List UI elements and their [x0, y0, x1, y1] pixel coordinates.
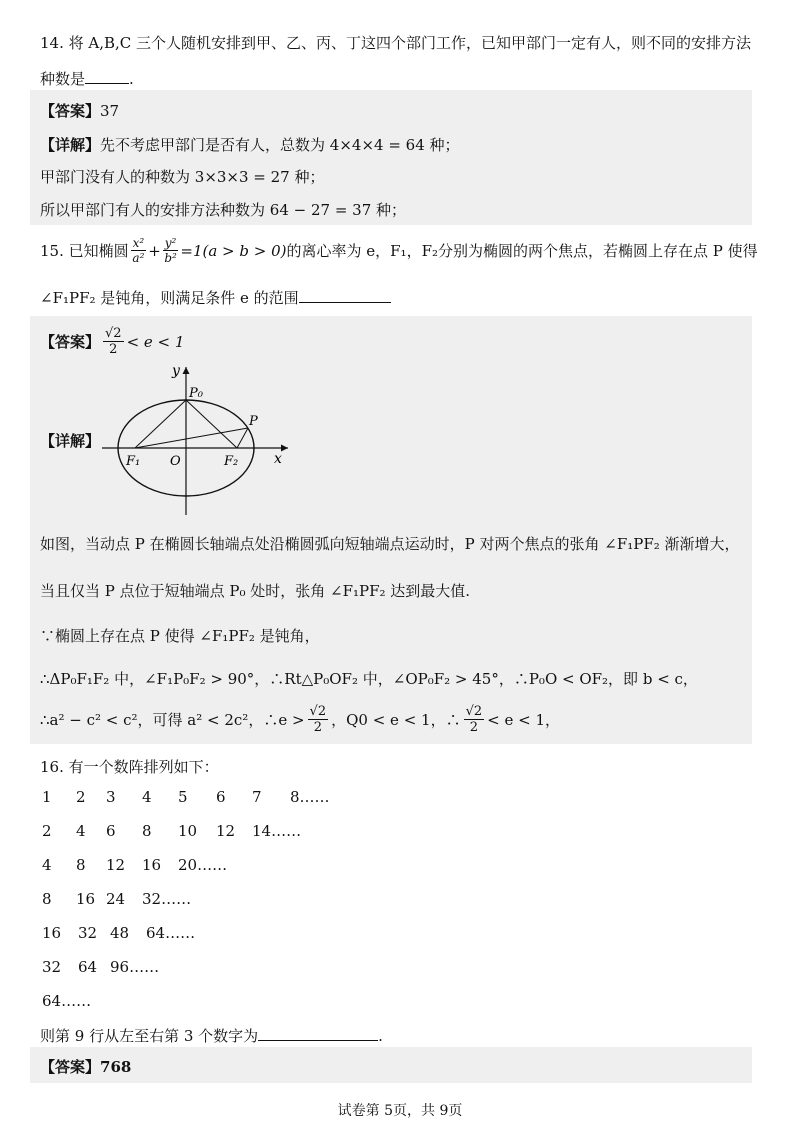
q15-text-1: 如图，当动点 P 在椭圆长轴端点处沿椭圆弧向短轴端点运动时，P 对两个焦点的张角 ∠F₁PF₂ 渐渐增大， — [40, 535, 740, 553]
q14-detail-1 — [40, 134, 460, 155]
array-cell: 4 — [142, 788, 152, 806]
q14-line-2-prefix: 种数是 — [40, 70, 86, 88]
q15-answer-label: 【答案】 — [40, 333, 101, 351]
q14-answer-blank — [85, 69, 129, 84]
array-cell: 96…… — [110, 958, 160, 976]
ellipse-diagram — [100, 355, 300, 525]
q15-fraction-2 — [163, 236, 179, 265]
array-cell: 16 — [42, 924, 62, 942]
q15-equation-rest: =1(a > b > 0) — [180, 241, 287, 260]
array-cell: 8 — [42, 890, 52, 908]
q15-answer-blank — [299, 288, 391, 303]
array-cell: 5 — [178, 788, 188, 806]
array-row-5 — [42, 924, 195, 942]
q15-line-2 — [40, 287, 391, 308]
array-cell: 14…… — [252, 822, 302, 840]
q15-line-1-suffix: 的离心率为 e，F₁，F₂分别为椭圆的两个焦点，若椭圆上存在点 P 使得 — [286, 242, 758, 260]
q15-fraction-2-num: y² — [164, 236, 177, 250]
q15-answer — [40, 326, 184, 357]
q16-question — [40, 1025, 383, 1046]
q15-detail-label: 【详解】 — [40, 432, 101, 450]
array-cell: 1 — [42, 788, 52, 806]
q15-fraction-2-den: b² — [164, 251, 177, 265]
q15-text-5-num-1: √2 — [309, 704, 327, 719]
label-p: P — [249, 414, 258, 429]
q15-answer-num: √2 — [105, 326, 122, 341]
q15-text-2: 当且仅当 P 点位于短轴端点 P₀ 处时，张角 ∠F₁PF₂ 达到最大值. — [40, 582, 471, 600]
q16-question-prefix: 则第 9 行从左至右第 3 个数字为 — [40, 1027, 259, 1045]
array-cell: 2 — [42, 822, 52, 840]
q14-detail-text-1: 先不考虑甲部门是否有人，总数为 4×4×4 = 64 种； — [100, 136, 460, 154]
q15-text-5-den-1: 2 — [313, 720, 322, 735]
array-cell: 64…… — [146, 924, 196, 942]
q15-line-2-text: ∠F₁PF₂ 是钝角，则满足条件 e 的范围 — [40, 289, 299, 307]
array-cell: 7 — [252, 788, 262, 806]
q14-answer-label: 【答案】 — [40, 102, 101, 120]
array-row-3 — [42, 856, 227, 874]
q15-text-5-fraction-2 — [464, 704, 485, 735]
array-cell: 8…… — [290, 788, 330, 806]
q14-line-2 — [40, 68, 134, 89]
q15-line-1 — [40, 236, 758, 265]
q14-line-1: 14. 将 A,B,C 三个人随机安排到甲、乙、丙、丁这四个部门工作，已知甲部门一定有人，则不同的安排方法 — [40, 34, 752, 52]
q16-answer — [40, 1056, 131, 1077]
label-p0: P₀ — [189, 386, 203, 401]
q14-detail-label: 【详解】 — [40, 136, 101, 154]
array-cell: 3 — [106, 788, 116, 806]
array-row-7 — [42, 992, 91, 1010]
array-cell: 4 — [76, 822, 86, 840]
segment-p-f2 — [237, 428, 248, 448]
q15-text-5-den-2: 2 — [469, 720, 479, 735]
array-cell: 16 — [142, 856, 162, 874]
array-cell: 8 — [76, 856, 86, 874]
array-cell: 6 — [106, 822, 116, 840]
q15-text-5c: < e < 1， — [487, 711, 561, 729]
array-row-2 — [42, 822, 301, 840]
q14-detail-3: 所以甲部门有人的安排方法种数为 64 − 27 = 37 种； — [40, 201, 407, 219]
array-cell: 48 — [110, 924, 130, 942]
page-footer: 试卷第 5页，共 9页 — [337, 1103, 463, 1119]
q15-text-5-fraction-1 — [308, 704, 329, 735]
array-cell: 6 — [216, 788, 226, 806]
q16-answer-value: 768 — [100, 1058, 132, 1076]
array-cell: 12 — [106, 856, 126, 874]
q15-text-5 — [40, 704, 560, 735]
label-f1: F₁ — [126, 454, 141, 469]
array-cell: 20…… — [178, 856, 228, 874]
q15-text-5-num-2: √2 — [465, 704, 483, 719]
q16-answer-label: 【答案】 — [40, 1058, 101, 1076]
q15-answer-rest: < e < 1 — [126, 332, 185, 351]
q15-text-5a: ∴a² − c² < c²，可得 a² < 2c²，∴e > — [40, 711, 305, 729]
q14-detail-2: 甲部门没有人的种数为 3×3×3 = 27 种； — [40, 168, 325, 186]
q16-question-suffix: . — [378, 1027, 383, 1045]
array-cell: 4 — [42, 856, 52, 874]
array-cell: 32 — [42, 958, 62, 976]
q14-answer — [40, 100, 119, 121]
q15-text-3: ∵椭圆上存在点 P 使得 ∠F₁PF₂ 是钝角， — [40, 627, 320, 645]
q15-fraction-1 — [131, 236, 147, 265]
segment-p0-f2 — [186, 400, 237, 448]
label-x: x — [274, 451, 282, 467]
segment-f1-p — [135, 428, 248, 448]
array-cell: 24 — [106, 890, 126, 908]
q15-answer-den: 2 — [109, 342, 118, 357]
array-cell: 16 — [76, 890, 96, 908]
q14-line-2-suffix: . — [129, 70, 134, 88]
q14-answer-value: 37 — [100, 102, 120, 120]
q15-answer-fraction — [103, 326, 124, 357]
q15-text-5b: ，Q0 < e < 1，∴ — [331, 711, 461, 729]
q15-text-4: ∴ΔP₀F₁F₂ 中，∠F₁P₀F₂ > 90°，∴Rt△P₀OF₂ 中，∠OP₀F₂ > 45°，∴P₀O < OF₂，即 b < c， — [40, 670, 698, 688]
q16-answer-block — [30, 1047, 752, 1083]
array-cell: 8 — [142, 822, 152, 840]
q16-line-1: 16. 有一个数阵排列如下： — [40, 758, 219, 776]
array-row-4 — [42, 890, 191, 908]
label-f2: F₂ — [224, 454, 239, 469]
array-cell: 64 — [78, 958, 98, 976]
q15-line-1-prefix: 15. 已知椭圆 — [40, 242, 129, 260]
label-y: y — [172, 363, 180, 379]
array-row-6 — [42, 958, 159, 976]
array-cell: 64…… — [42, 992, 92, 1010]
array-cell: 2 — [76, 788, 86, 806]
array-cell: 32…… — [142, 890, 192, 908]
q15-fraction-1-num: x² — [132, 236, 145, 250]
array-row-1 — [42, 788, 330, 806]
q15-plus: + — [148, 241, 161, 260]
label-o: O — [170, 454, 181, 469]
q15-fraction-1-den: a² — [132, 251, 145, 265]
array-cell: 12 — [216, 822, 236, 840]
q16-answer-blank — [258, 1026, 378, 1041]
array-cell: 10 — [178, 822, 198, 840]
array-cell: 32 — [78, 924, 98, 942]
